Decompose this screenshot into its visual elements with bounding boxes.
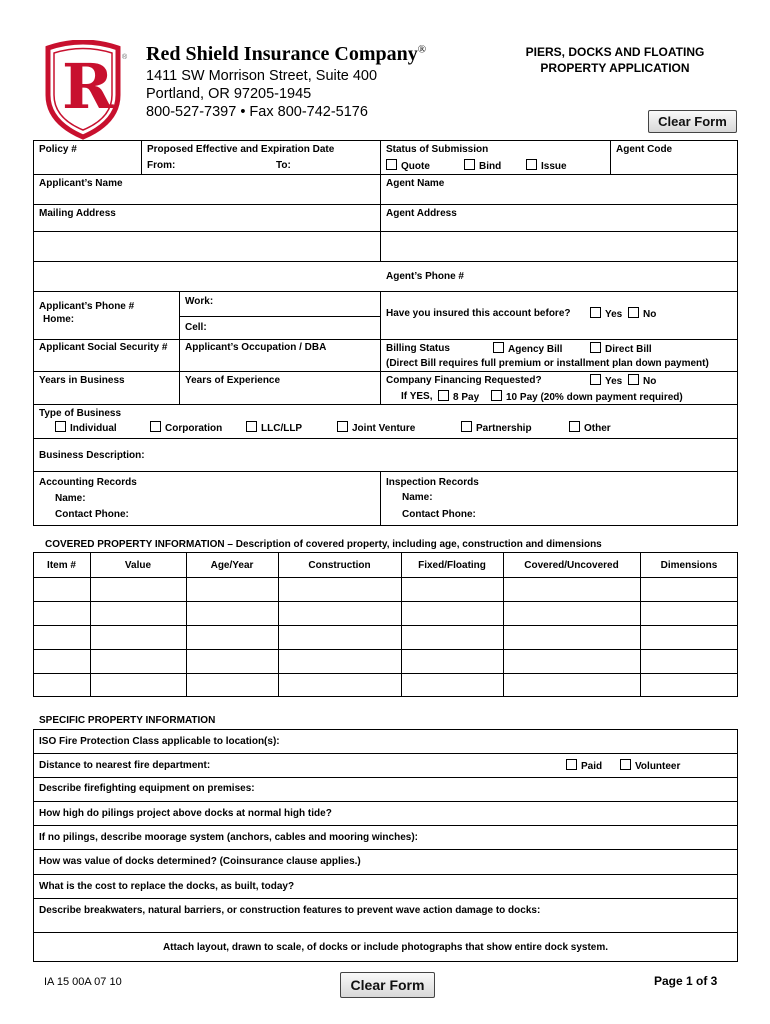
breakwaters-label: Describe breakwaters, natural barriers, or construction features to prevent wave action damage to docks:	[39, 905, 541, 916]
insured-yes-checkbox[interactable]: Yes	[590, 307, 622, 320]
pilings-label: How high do pilings project above docks at normal high tide?	[39, 808, 332, 819]
issue-checkbox[interactable]: Issue	[526, 159, 567, 172]
company-name: Red Shield Insurance Company®	[146, 43, 427, 65]
page-number: Page 1 of 3	[654, 974, 718, 988]
paid-checkbox[interactable]: Paid	[566, 759, 602, 772]
agent-name-label: Agent Name	[386, 178, 445, 189]
years-experience-label: Years of Experience	[185, 375, 281, 386]
attach-layout-note: Attach layout, drawn to scale, of docks or include photographs that show entire dock system.	[162, 942, 609, 953]
moorage-label: If no pilings, describe moorage system (anchors, cables and mooring winches):	[39, 832, 418, 843]
iso-label: ISO Fire Protection Class applicable to location(s):	[39, 736, 280, 747]
direct-bill-note: (Direct Bill requires full premium or installment plan down payment)	[386, 358, 709, 369]
proposed-dates-label: Proposed Effective and Expiration Date	[147, 144, 335, 155]
home-label: Home:	[43, 314, 75, 325]
joint-venture-checkbox[interactable]: Joint Venture	[337, 421, 415, 434]
volunteer-checkbox[interactable]: Volunteer	[620, 759, 680, 772]
company-address-line2: Portland, OR 97205-1945	[146, 86, 312, 102]
status-submission-label: Status of Submission	[386, 144, 489, 155]
col-fixed-floating: Fixed/Floating	[418, 560, 486, 571]
financing-yes-checkbox[interactable]: Yes	[590, 374, 622, 387]
pay8-checkbox[interactable]: 8 Pay	[438, 390, 479, 403]
logo-reg-mark: ®	[122, 54, 128, 61]
partnership-checkbox[interactable]: Partnership	[461, 421, 532, 434]
business-description-label: Business Description:	[39, 450, 145, 461]
clear-form-button-bottom[interactable]: Clear Form	[340, 972, 435, 998]
from-label: From:	[147, 160, 176, 171]
col-construction: Construction	[308, 560, 371, 571]
firefighting-label: Describe firefighting equipment on premises:	[39, 783, 255, 794]
col-value: Value	[124, 560, 152, 571]
col-covered-uncovered: Covered/Uncovered	[524, 560, 619, 571]
inspection-contact-label: Contact Phone:	[402, 509, 476, 520]
to-label: To:	[276, 160, 291, 171]
occupation-label: Applicant’s Occupation / DBA	[185, 342, 327, 353]
bind-checkbox[interactable]: Bind	[464, 159, 501, 172]
financing-label: Company Financing Requested?	[386, 375, 542, 386]
agent-address-label: Agent Address	[386, 208, 457, 219]
ssn-label: Applicant Social Security #	[39, 342, 168, 353]
billing-status-label: Billing Status	[386, 343, 450, 354]
distance-label: Distance to nearest fire department:	[39, 760, 211, 771]
form-title-line1: PIERS, DOCKS AND FLOATING	[525, 45, 705, 59]
financing-no-checkbox[interactable]: No	[628, 374, 656, 387]
value-docks-label: How was value of docks determined? (Coinsurance clause applies.)	[39, 856, 361, 867]
work-label: Work:	[185, 296, 214, 307]
applicant-phone-label: Applicant’s Phone #	[39, 301, 135, 312]
agent-code-label: Agent Code	[616, 144, 673, 155]
specific-property-heading: SPECIFIC PROPERTY INFORMATION	[39, 715, 216, 726]
clear-form-button-top[interactable]: Clear Form	[648, 110, 737, 133]
inspection-records-label: Inspection Records	[386, 477, 479, 488]
inspection-name-label: Name:	[402, 492, 433, 503]
company-address-line1: 1411 SW Morrison Street, Suite 400	[146, 68, 378, 84]
applicant-name-label: Applicant’s Name	[39, 178, 123, 189]
applicant-info-section	[33, 140, 738, 526]
col-item: Item #	[47, 560, 76, 571]
accounting-name-label: Name:	[55, 493, 86, 504]
direct-bill-checkbox[interactable]: Direct Bill	[590, 342, 652, 355]
company-phone-fax: 800-527-7397 • Fax 800-742-5176	[146, 104, 368, 120]
years-business-label: Years in Business	[39, 375, 125, 386]
col-dimensions: Dimensions	[660, 560, 718, 571]
insured-no-checkbox[interactable]: No	[628, 307, 656, 320]
insured-before-label: Have you insured this account before?	[386, 308, 571, 319]
policy-number-label: Policy #	[39, 144, 77, 155]
company-logo	[40, 40, 126, 140]
replace-cost-label: What is the cost to replace the docks, as built, today?	[39, 881, 295, 892]
accounting-contact-label: Contact Phone:	[55, 509, 129, 520]
col-age-year: Age/Year	[210, 560, 254, 571]
individual-checkbox[interactable]: Individual	[55, 421, 117, 434]
form-title	[480, 44, 750, 76]
covered-property-heading: COVERED PROPERTY INFORMATION – Description of covered property, including age, construction and dimensions	[45, 539, 602, 550]
quote-checkbox[interactable]: Quote	[386, 159, 430, 172]
logo-letter: R	[62, 50, 114, 123]
agency-bill-checkbox[interactable]: Agency Bill	[493, 342, 562, 355]
form-title-line2: PROPERTY APPLICATION	[540, 61, 690, 75]
form-number: IA 15 00A 07 10	[44, 976, 122, 988]
accounting-records-label: Accounting Records	[39, 477, 137, 488]
type-business-label: Type of Business	[39, 408, 122, 419]
if-yes-label: If YES,	[401, 391, 433, 402]
corporation-checkbox[interactable]: Corporation	[150, 421, 222, 434]
llc-checkbox[interactable]: LLC/LLP	[246, 421, 302, 434]
mailing-address-label: Mailing Address	[39, 208, 116, 219]
other-checkbox[interactable]: Other	[569, 421, 611, 434]
agent-phone-label: Agent’s Phone #	[386, 271, 464, 282]
cell-label: Cell:	[185, 322, 207, 333]
pay10-checkbox[interactable]: 10 Pay (20% down payment required)	[491, 390, 683, 403]
